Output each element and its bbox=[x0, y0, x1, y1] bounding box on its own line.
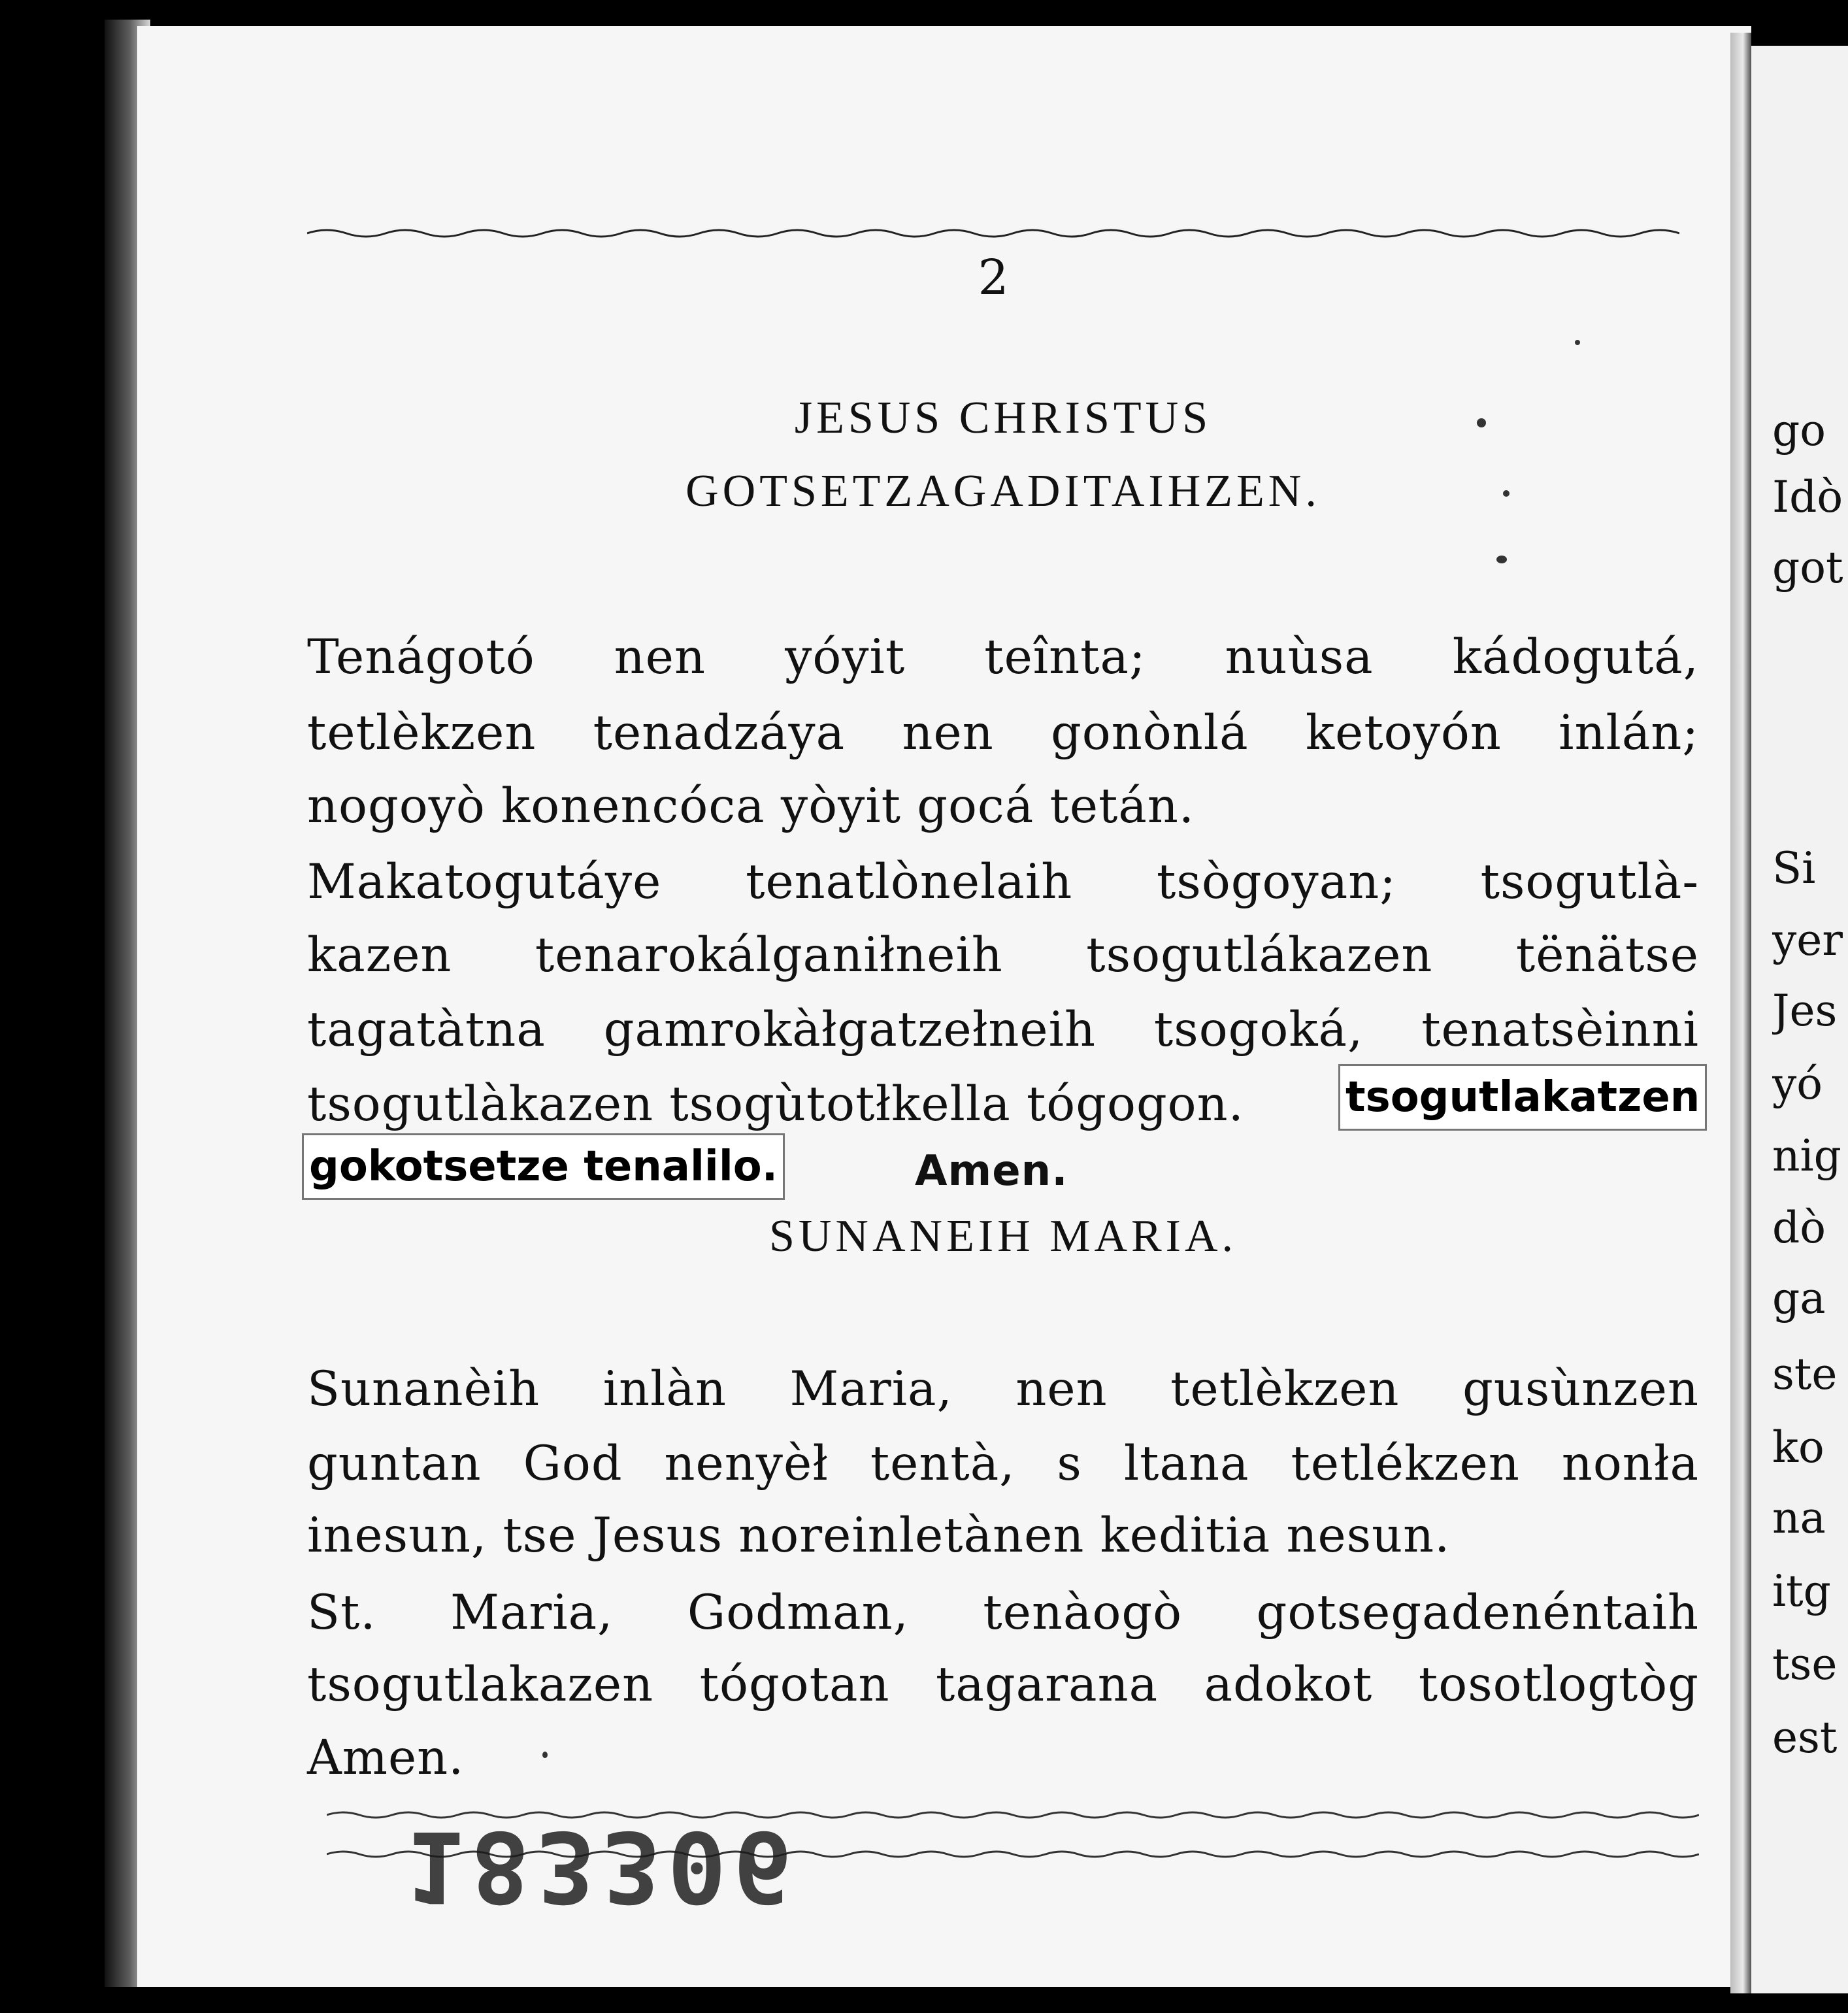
page-number: 2 bbox=[978, 250, 1009, 306]
prayer-line: inesun, tse Jesus noreinletànen keditia nesun. bbox=[307, 1508, 1451, 1563]
prayer-line: Amen. bbox=[307, 1730, 465, 1786]
right-page-fragment: na bbox=[1772, 1493, 1826, 1543]
section-title-line2: GOTSETZAGADITAIHZEN. bbox=[685, 466, 1321, 516]
right-page-fragment: dò bbox=[1772, 1203, 1826, 1253]
right-page-fragment: got bbox=[1772, 542, 1843, 593]
right-page-fragment: Jes bbox=[1772, 986, 1838, 1036]
page-gutter bbox=[1730, 33, 1751, 1993]
prayer-line: Makatogutáye tenatlònelaih tsògoyan; tsogutlà- bbox=[307, 854, 1699, 910]
right-page-fragment: yer bbox=[1772, 915, 1843, 965]
prayer-line: Sunanèih inlàn Maria, nen tetlèkzen gusùnzen bbox=[307, 1361, 1699, 1417]
right-page-fragment: go bbox=[1772, 405, 1826, 456]
prayer-line: Tenágotó nen yóyit teînta; nuùsa kádogutá, bbox=[307, 629, 1699, 685]
prayer-line: tetlèkzen tenadzáya nen gonònlá ketoyón inlán; bbox=[307, 705, 1699, 761]
right-page-fragment: ko bbox=[1772, 1422, 1824, 1472]
prayer-line: St. Maria, Godman, tenàogò gotsegadenéntaih bbox=[307, 1585, 1699, 1640]
scan-speck bbox=[1575, 340, 1580, 345]
section-title-line1: JESUS CHRISTUS bbox=[794, 393, 1212, 443]
right-page-fragment: yó bbox=[1772, 1059, 1823, 1109]
right-page-fragment: itg bbox=[1772, 1566, 1831, 1616]
accession-number-stamp: 183306 bbox=[405, 1809, 799, 1923]
right-page-fragment: est bbox=[1772, 1712, 1838, 1763]
prayer-line: nogoyò konencóca yòyit gocá tetán. bbox=[307, 778, 1195, 834]
right-page-fragment: Si bbox=[1772, 843, 1816, 893]
scan-speck bbox=[1503, 490, 1510, 497]
scan-speck bbox=[542, 1752, 548, 1758]
top-ornamental-rule bbox=[307, 224, 1679, 235]
prayer-amen: Amen. bbox=[915, 1147, 1068, 1195]
right-page-fragment: ste bbox=[1772, 1349, 1838, 1399]
prayer-line: tsogutlakazen tógotan tagarana adokot tosotlogtòg bbox=[307, 1657, 1699, 1712]
pasted-correction-slip: tsogutlakatzen bbox=[1338, 1064, 1707, 1131]
prayer-line: kazen tenarokálganiłneih tsogutlákazen tënätse bbox=[307, 927, 1699, 983]
scan-speck bbox=[1477, 418, 1486, 427]
right-page-fragment: ga bbox=[1772, 1273, 1826, 1323]
prayer-line: tagatàtna gamrokàłgatzełneih tsogoká, tenatsèinni bbox=[307, 1002, 1699, 1057]
right-page-fragment: nig bbox=[1772, 1131, 1841, 1181]
right-page-fragment: Idò bbox=[1772, 472, 1843, 522]
right-page-fragment: tse bbox=[1772, 1639, 1838, 1689]
prayer-line: tsogutlàkazen tsogùtotłkella tógogon. bbox=[307, 1076, 1244, 1132]
section-title: SUNANEIH MARIA. bbox=[768, 1211, 1238, 1261]
prayer-line: guntan God nenyèł tentà, s ltana tetlékzen nonła bbox=[307, 1436, 1699, 1491]
scan-speck bbox=[1496, 556, 1507, 563]
pasted-correction-slip: gokotsetze tenalilo. bbox=[302, 1133, 785, 1200]
